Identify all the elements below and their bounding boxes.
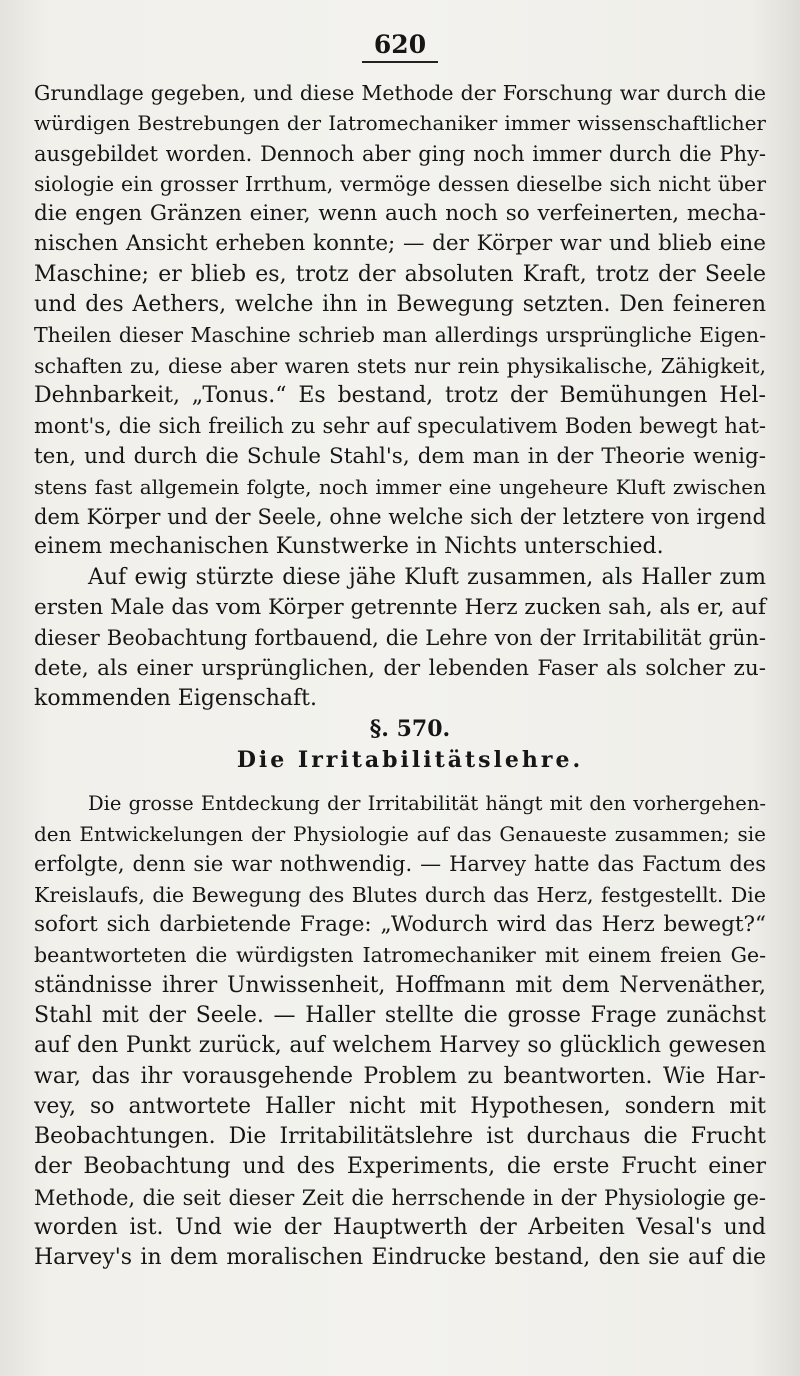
text-line: Auf ewig stürzte diese jähe Kluft zusammen, als Haller zum	[88, 564, 766, 590]
paragraph-2	[34, 563, 766, 714]
text-line: Die grosse Entdeckung der Irritabilität hängt mit den vorhergehen-	[88, 791, 766, 815]
text-line: und des Aethers, welche ihn in Bewegung setzten. Den feineren	[34, 292, 766, 318]
text-line: Dehnbarkeit, „Tonus.“ Es bestand, trotz der Bemühungen Hel-	[34, 382, 766, 408]
text-line: ersten Male das vom Körper getrennte Herz zucken sah, als er, auf	[34, 595, 766, 621]
text-line: Harvey's in dem moralischen Eindrucke bestand, den sie auf die	[34, 1245, 766, 1271]
text-line: ständnisse ihrer Unwissenheit, Hoffmann mit dem Nervenäther,	[34, 972, 766, 998]
text-line: sofort sich darbietende Frage: „Wodurch wird das Herz bewegt?“	[34, 912, 766, 938]
text-line: Theilen dieser Maschine schrieb man allerdings ursprüngliche Eigen-	[34, 323, 766, 348]
text-line: mont's, die sich freilich zu sehr auf speculativem Boden bewegt hat-	[34, 414, 766, 439]
text-line: Maschine; er blieb es, trotz der absoluten Kraft, trotz der Seele	[34, 261, 766, 287]
section-number: §. 570.	[369, 716, 451, 743]
text-line: den Entwickelungen der Physiologie auf das Genaueste zusammen; sie	[34, 822, 766, 847]
text-line: ausgebildet worden. Dennoch aber ging noch immer durch die Phy-	[34, 141, 766, 166]
text-line: erfolgte, denn sie war nothwendig. — Harvey hatte das Factum des	[34, 852, 766, 877]
text-line: einem mechanischen Kunstwerke in Nichts unterschied.	[34, 534, 664, 560]
text-line: Beobachtungen. Die Irritabilitätslehre ist durchaus die Frucht	[34, 1124, 766, 1150]
text-line: Stahl mit der Seele. — Haller stellte die grosse Frage zunächst	[34, 1002, 766, 1028]
text-line: Grundlage gegeben, und diese Methode der Forschung war durch die	[34, 81, 766, 105]
text-line: schaften zu, diese aber waren stets nur rein physikalische, Zähigkeit,	[34, 353, 766, 378]
text-line: Kreislaufs, die Bewegung des Blutes durch das Herz, festgestellt. Die	[34, 882, 766, 907]
text-line: Methode, die seit dieser Zeit die herrschende in der Physiologie ge-	[34, 1185, 766, 1210]
text-line: ten, und durch die Schule Stahl's, dem man in der Theorie wenig-	[34, 443, 766, 469]
text-line: worden ist. Und wie der Hauptwerth der Arbeiten Vesal's und	[34, 1214, 766, 1240]
text-line: war, das ihr vorausgehende Problem zu beantworten. Wie Har-	[34, 1063, 766, 1089]
text-line: der Beobachtung und des Experiments, die erste Frucht einer	[34, 1154, 766, 1180]
paragraph-1	[34, 78, 766, 563]
text-line: nischen Ansicht erheben konnte; — der Körper war und blieb eine	[34, 231, 766, 257]
text-line: die engen Gränzen einer, wenn auch noch so verfeinerten, mecha-	[34, 201, 766, 227]
text-line: dete, als einer ursprünglichen, der lebenden Faser als solcher zu-	[34, 655, 766, 681]
paragraph-3	[34, 789, 766, 1274]
body-text	[34, 78, 766, 1274]
text-line: siologie ein grosser Irrthum, vermöge dessen dieselbe sich nicht über	[34, 171, 766, 196]
section-title: Die Irritabilitätslehre.	[236, 746, 584, 773]
text-line: beantworteten die würdigsten Iatromechaniker mit einem freien Ge-	[34, 943, 766, 968]
text-line: kommenden Eigenschaft.	[34, 685, 317, 711]
text-line: dem Körper und der Seele, ohne welche sich der letztere von irgend	[34, 505, 766, 530]
text-line: vey, so antwortete Haller nicht mit Hypothesen, sondern mit	[34, 1093, 766, 1119]
text-line: dieser Beobachtung fortbauend, die Lehre von der Irritabilität grün-	[34, 626, 766, 651]
page-number: 620	[0, 30, 800, 63]
text-line: stens fast allgemein folgte, noch immer eine ungeheure Kluft zwischen	[34, 474, 766, 499]
text-line: würdigen Bestrebungen der Iatromechaniker immer wissenschaftlicher	[34, 111, 766, 136]
text-line: auf den Punkt zurück, auf welchem Harvey so glücklich gewesen	[34, 1033, 766, 1059]
